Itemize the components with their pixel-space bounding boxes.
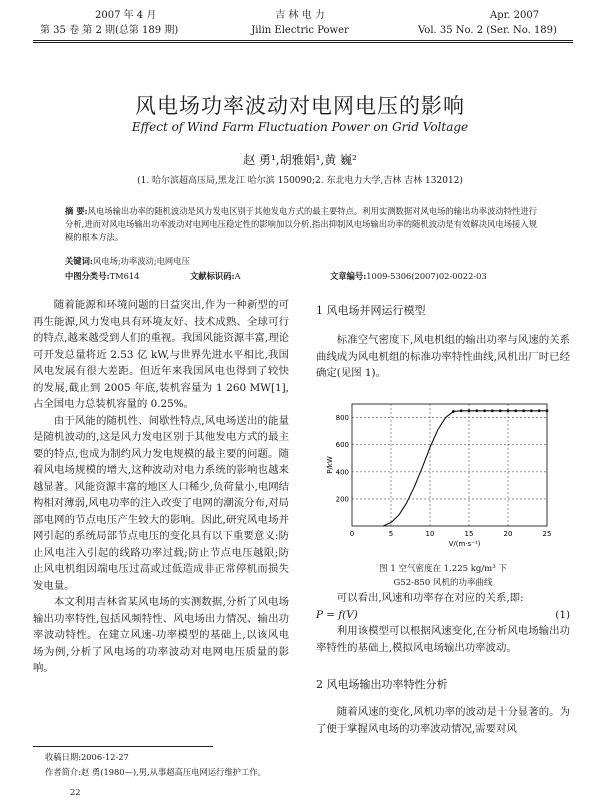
header-rule-thin <box>33 42 573 43</box>
clc <box>65 270 139 283</box>
chart-axes <box>352 404 547 526</box>
section-2-paragraph: 随着风速的变化,风机功率的波动是十分显著的。为了便于掌握风电场的功率波动情况,需要对风 <box>316 706 570 735</box>
header-date-en: Apr. 2007 <box>490 10 540 21</box>
affiliations: (1. 哈尔滨超高压局,黑龙江 哈尔滨 150090;2. 东北电力大学,吉林 吉林 132012) <box>137 176 463 186</box>
article-no-label: 文章编号: <box>330 271 367 281</box>
equation-number: (1) <box>555 608 570 621</box>
y-tick-label: 400 <box>335 468 349 477</box>
clc-text: TM614 <box>109 271 140 281</box>
section-1-title: 1 风电场并网运行模型 <box>316 304 426 317</box>
header-rule <box>33 40 573 41</box>
left-column <box>33 297 289 677</box>
doc-code-text: A <box>234 271 241 281</box>
series-point <box>475 409 478 412</box>
page-number: 22 <box>70 787 81 797</box>
series-point <box>522 409 525 412</box>
section-1-paragraph-2: 可以看出,风速和功率存在对应的关系,即: <box>336 592 524 604</box>
y-tick-label: 800 <box>335 414 349 423</box>
header-volume-en: Vol. 35 No. 2 (Ser. No. 189) <box>418 25 557 36</box>
paragraph-intro-2: 由于风能的随机性、间歇性特点,风电场送出的能量是随机波动的,这是风力发电区别于其他发电方式的最主要的特点,也成为制约风力发电规模的最主要的问题。随着风电场规模的增大,这种波动对电力系统的影响也越来越显著。风能资源丰富的地区人口稀少,负荷量小,电网结构相对薄弱,风电功率的注入改变了电网的潮流分布,对局部电网的节点电压产生较大的影响。因此,研究风电场并网引起的系统局部节点电压的变化具有以下重要意义:防止风电注入引起的线路功率过载;防止节点电压越限;防止风电机组因端电压过高或过低造成非正常停机而损失发电量。 <box>33 414 289 592</box>
footnote-rule <box>33 746 213 747</box>
equation-line <box>316 607 570 624</box>
x-tick-label: 25 <box>542 530 552 538</box>
series-point <box>538 409 541 412</box>
chart-series <box>383 409 548 526</box>
keywords-text: 风电场;功率波动;电网电压 <box>92 256 190 266</box>
header-volume-cn: 第 35 卷 第 2 期(总第 189 期) <box>40 25 179 36</box>
abstract-text: 风电场输出功率的随机波动是风力发电区别于其他发电方式的最主要特点。利用实测数据对风电场的输出功率波动特性进行分析,进而对风电场输出功率波动对电网电压稳定性的影响加以分析,指出抑制风电场输出功率的随机波动是有效解决风电场接入规模的根本方法。 <box>65 206 537 242</box>
x-tick-label: 15 <box>464 530 474 538</box>
section-1-body <box>316 590 570 656</box>
chart-xlabel: V/(m·s⁻¹) <box>448 540 481 548</box>
chart-grid <box>352 404 547 526</box>
series-point <box>507 409 510 412</box>
keywords <box>65 255 190 268</box>
doc-code <box>190 270 241 283</box>
authors: 赵 勇¹,胡雅娟¹,黄 巍² <box>243 153 357 167</box>
figure-caption-line-2: G52-850 风机的功率曲线 <box>393 578 493 588</box>
x-tick-label: 10 <box>425 530 435 538</box>
header-journal-en: Jilin Electric Power <box>251 25 349 36</box>
footnote-received: 收稿日期:2006-12-27 <box>45 752 129 762</box>
keywords-label: 关键词: <box>65 256 93 266</box>
paragraph-intro-1: 随着能源和环境问题的日益突出,作为一种新型的可再生能源,风力发电具有环境友好、技术成熟、全球可行的特点,越来越受到人们的重视。我国风能资源丰富,理论可开发总量将近 2.53 亿 kW,与世界先进水平相比,我国风电发展有很大差距。但近年来我国风电也得到了较快的发展,截止到 2005 年底,装机容量为 1 260 MW[1],占全国电力总装机容量的 0.25%。 <box>33 299 289 410</box>
title-en: Effect of Wind Farm Fluctuation Power on Grid Voltage <box>131 120 469 134</box>
section-2-title: 2 风电场输出功率特性分析 <box>316 678 448 691</box>
chart-ticks <box>336 414 552 538</box>
series-line <box>383 411 547 526</box>
section-1-paragraph-3: 利用该模型可以根据风速变化,在分析风电场输出功率特性的基础上,模拟风电场输出功率波动。 <box>316 625 570 654</box>
header-journal-cn: 吉 林 电 力 <box>275 10 325 21</box>
x-tick-label: 20 <box>503 530 513 538</box>
power-curve-chart <box>322 394 562 554</box>
section-2-intro <box>316 704 570 737</box>
figure-caption-line-1: 图 1 空气密度在 1.225 kg/m³ 下 <box>379 564 507 574</box>
series-point <box>546 409 549 412</box>
x-tick-label: 5 <box>388 530 394 538</box>
y-tick-label: 600 <box>335 441 349 450</box>
abstract <box>65 205 537 244</box>
equation: P = f(V) <box>316 608 358 621</box>
series-point <box>452 410 455 413</box>
series-point <box>530 409 533 412</box>
series-point <box>483 409 486 412</box>
title-cn: 风电场功率波动对电网电压的影响 <box>135 94 465 118</box>
article-no <box>330 270 487 283</box>
chart-ylabel: P/kW <box>326 456 334 474</box>
series-point <box>460 409 463 412</box>
series-point <box>491 409 494 412</box>
plot-frame <box>352 404 547 526</box>
article-no-text: 1009-5306(2007)02-0022-03 <box>366 271 487 281</box>
section-1-paragraph: 标准空气密度下,风电机组的输出功率与风速的关系曲线成为风电机组的标准功率特性曲线,风机出厂时已经确定(见图 1)。 <box>316 334 570 379</box>
series-point <box>468 409 471 412</box>
series-point <box>514 409 517 412</box>
y-tick-label: 200 <box>335 495 349 504</box>
section-1-intro <box>316 332 570 382</box>
paragraph-intro-3: 本文利用吉林省某风电场的实测数据,分析了风电场输出功率特性,包括风频特性、风电场出力情况、输出功率波动特性。在建立风速-功率模型的基础上,以该风电场为例,分析了风电场的功率波动对电网电压质量的影响。 <box>33 596 289 674</box>
figure-caption <box>333 562 553 590</box>
abstract-label: 摘 要: <box>65 206 88 216</box>
footnote-author: 作者简介:赵 勇(1980—),男,从事超高压电网运行维护工作。 <box>45 767 266 777</box>
header-date-cn: 2007 年 4 月 <box>95 10 157 21</box>
series-point <box>499 409 502 412</box>
clc-label: 中图分类号: <box>65 271 110 281</box>
x-tick-label: 0 <box>349 530 355 538</box>
doc-code-label: 文献标识码: <box>190 271 235 281</box>
